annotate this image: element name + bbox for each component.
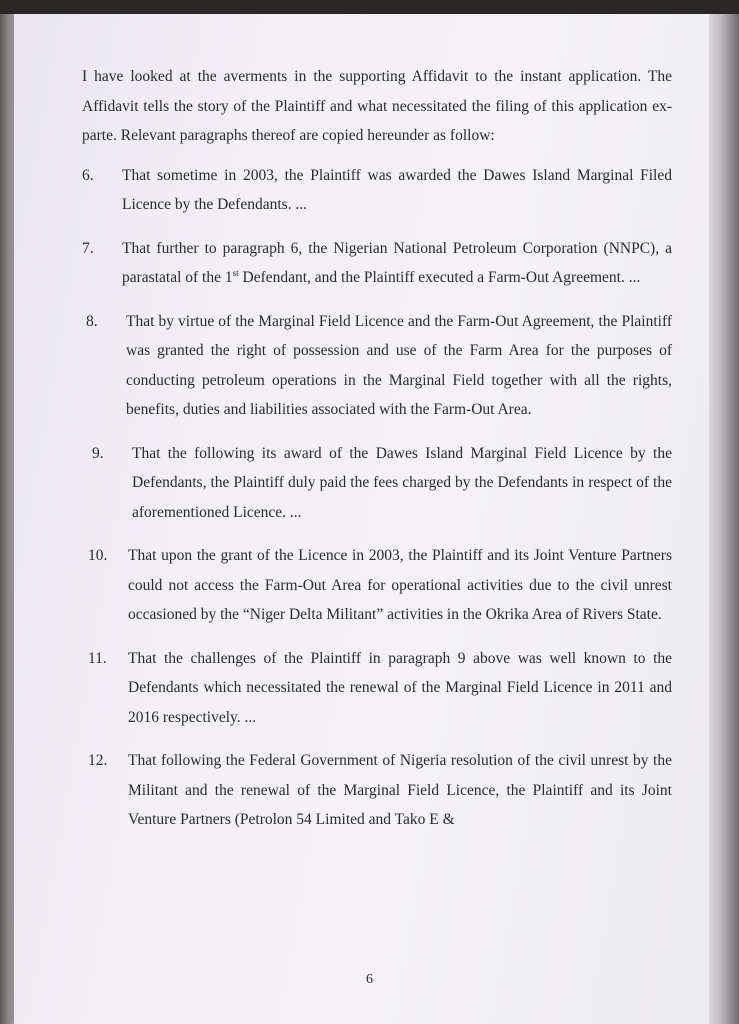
item-number: 12. (88, 752, 108, 769)
list-item (88, 644, 672, 733)
list-item (92, 439, 672, 528)
page-top-shadow (0, 0, 739, 14)
item-number: 9. (92, 444, 104, 462)
item-number: 11. (88, 649, 107, 667)
item-text: That upon the grant of the Licence in 2003, the Plaintiff and its Joint Venture Partners could not access the Farm-Out Area for operational activities due to the civil unrest occasioned by the “Niger Delta Militant” activities in the Okrika Area of Rivers State. (128, 547, 672, 623)
item-number: 6. (82, 166, 94, 184)
superscript: st (232, 267, 239, 278)
list-item (88, 541, 672, 630)
item-number: 10. (88, 547, 108, 564)
item-text: That sometime in 2003, the Plaintiff was awarded the Dawes Island Marginal Filed Licence by the Defendants. ... (122, 166, 672, 213)
item-text-part: That further to paragraph 6, the Nigerian National Petroleum Corporation (NNPC), a parastatal of the 1 (122, 239, 672, 286)
item-text-part: Defendant, and the Plaintiff executed a Farm-Out Agreement. ... (238, 269, 641, 286)
list-item (82, 161, 672, 220)
item-text (122, 234, 672, 293)
page-number: 6 (366, 972, 373, 987)
item-text: That the challenges of the Plaintiff in paragraph 9 above was well known to the Defendants which necessitated the renewal of the Marginal Field Licence in 2011 and 2016 respectively. ... (128, 649, 672, 726)
item-number: 8. (86, 312, 98, 330)
item-number: 7. (82, 239, 94, 257)
page-edge-right (709, 0, 739, 1024)
list-item (88, 746, 672, 835)
list-item (86, 307, 672, 425)
intro-paragraph: I have looked at the averments in the supporting Affidavit to the instant application. The Affidavit tells the story of the Plaintiff and what necessitated the filing of this application ex-parte. Relevant paragraphs thereof are copied hereunder as follow: (82, 68, 672, 144)
item-text: That following the Federal Government of Nigeria resolution of the civil unrest by the Militant and the renewal of the Marginal Field Licence, the Plaintiff and its Joint Venture Partners (Petrolon 54 Limited and Tako E & (128, 752, 672, 828)
document-body (82, 62, 672, 849)
item-text: That by virtue of the Marginal Field Licence and the Farm-Out Agreement, the Plaintiff was granted the right of possession and use of the Farm Area for the purposes of conducting petroleum operations in the Marginal Field together with all the rights, benefits, duties and liabilities associated with the Farm-Out Area. (126, 312, 672, 418)
item-text: That the following its award of the Dawes Island Marginal Field Licence by the Defendants, the Plaintiff duly paid the fees charged by the Defendants in respect of the aforementioned Licence. ... (132, 444, 672, 521)
list-item (82, 234, 672, 293)
